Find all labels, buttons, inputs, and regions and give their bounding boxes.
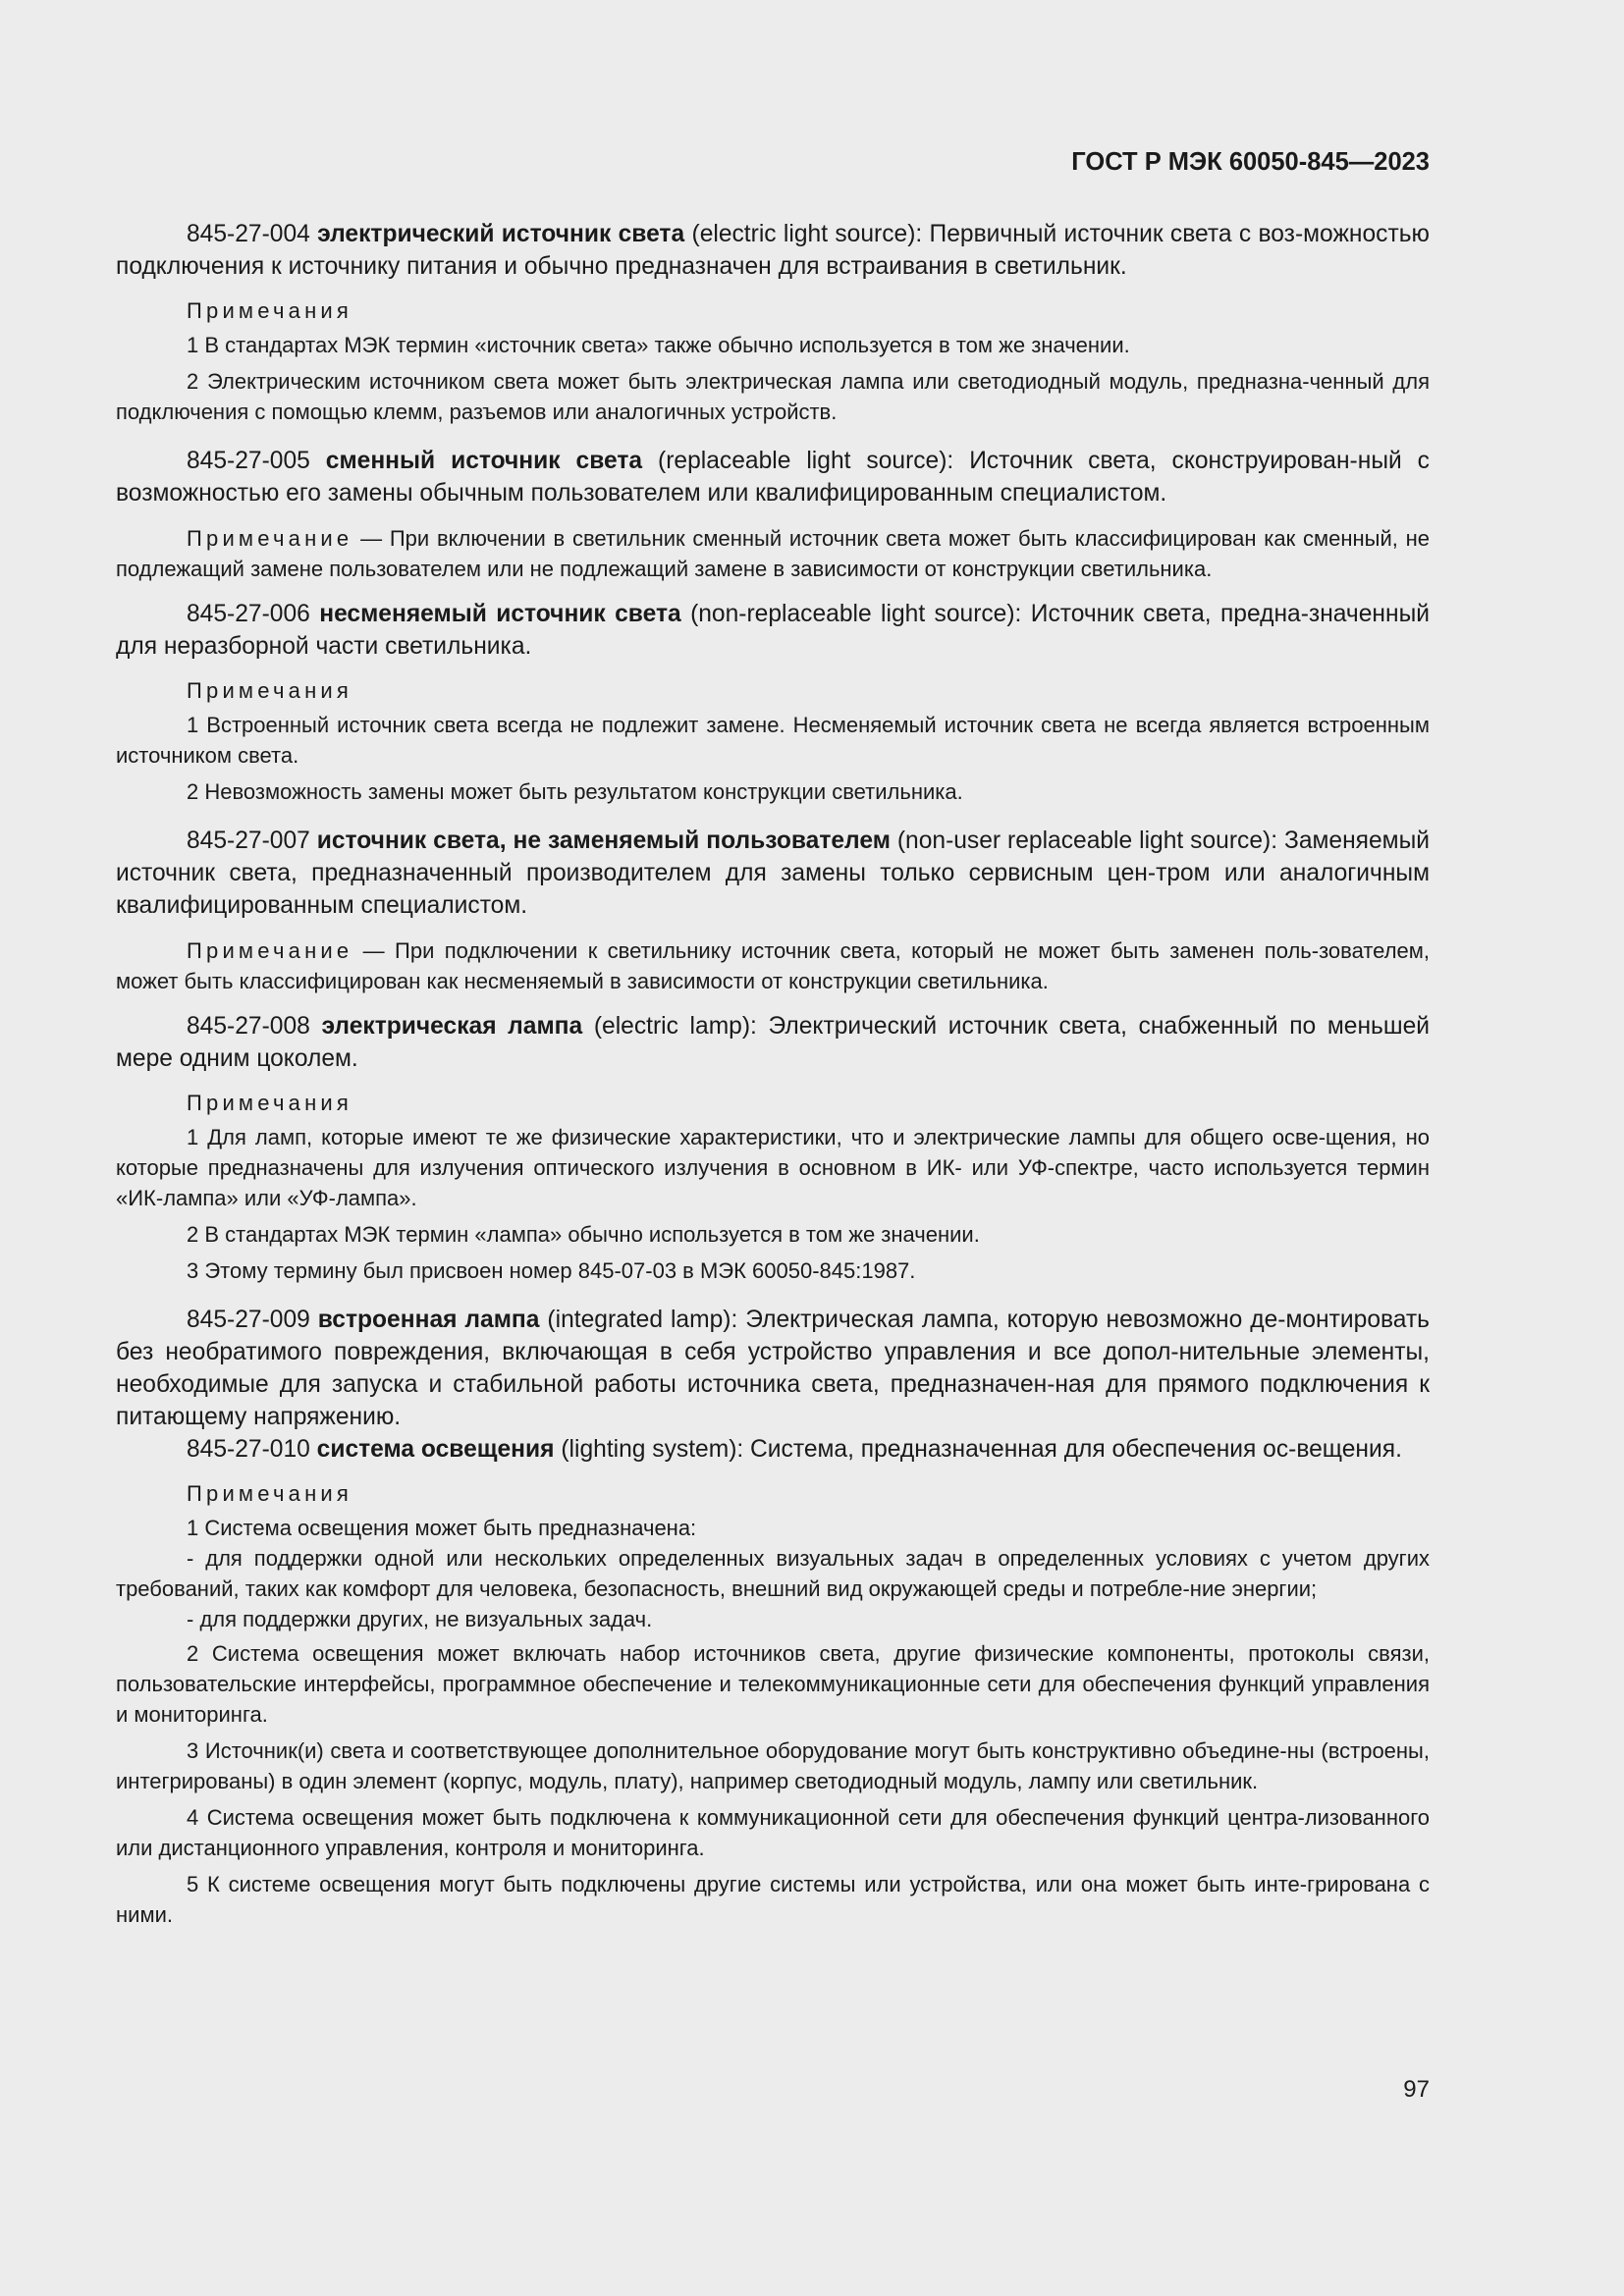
note-item: 3 Источник(и) света и соответствующее дополнительное оборудование могут быть конструктивно объедине-ны (встроены, интегрированы) в один элемент (корпус, модуль, плату), например светодиодный модуль, лампу или светильник.	[116, 1738, 1430, 1793]
term-name: источник света, не заменяемый пользователем	[316, 828, 891, 854]
note-dash-item: - для поддержки одной или нескольких определенных визуальных задач в определенных условиях с учетом других требований, таких как комфорт для человека, безопасность, внешний вид окружающей среды и потребле-ние энергии;	[116, 1546, 1430, 1601]
term-name: электрическая лампа	[321, 1013, 583, 1040]
note-item: 1 Для ламп, которые имеют те же физические характеристики, что и электрические лампы для общего осве-щения, но которые предназначены для излучения оптического излучения в основном в ИК- или УФ-спектре, часто используется термин «ИК-лампа» или «УФ-лампа».	[116, 1125, 1430, 1210]
term-definition: (non-user replaceable light source): Заменяемый источник света, предназначенный производителем для замены только сервисным цен-тром или аналогичным квалифицированным специалистом.	[116, 828, 1430, 919]
term-entry-007	[116, 825, 1430, 922]
term-entry-005	[116, 445, 1430, 509]
document-page	[116, 147, 1430, 1936]
term-definition: (electric lamp): Электрический источник света, снабженный по меньшей мере одним цоколем.	[116, 1013, 1430, 1072]
term-number: 845-27-007	[187, 828, 310, 854]
term-definition: (lighting system): Система, предназначенная для обеспечения ос-вещения.	[554, 1436, 1402, 1463]
note-inline	[116, 935, 1430, 996]
document-header: ГОСТ Р МЭК 60050-845—2023	[1071, 148, 1430, 176]
note-text: — При подключении к светильнику источник света, который не может быть заменен поль-зователем, может быть классифицирован как несменяемый в зависимости от конструкции светильника.	[116, 938, 1430, 993]
note-item: 2 Система освещения может включать набор источников света, другие физические компоненты, протоколы связи, пользовательские интерфейсы, программное обеспечение и телекоммуникационные сети для обеспечения функций управления и мониторинга.	[116, 1641, 1430, 1727]
term-entry-008	[116, 1010, 1430, 1075]
note-label: Примечание	[187, 938, 353, 963]
notes-heading: Примечания	[187, 1481, 353, 1506]
note-item: 2 Электрическим источником света может быть электрическая лампа или светодиодный модуль, предназна-ченный для подключения с помощью клемм, разъемов или аналогичных устройств.	[116, 369, 1430, 424]
term-number: 845-27-009	[187, 1307, 310, 1333]
term-entry-006	[116, 598, 1430, 663]
note-inline	[116, 523, 1430, 584]
term-definition: (electric light source): Первичный источник света с воз-можностью подключения к источнику питания и обычно предназначен для встраивания в светильник.	[116, 221, 1430, 280]
term-number: 845-27-006	[187, 601, 310, 627]
notes-heading: Примечания	[187, 298, 353, 323]
page-number: 97	[1403, 2076, 1430, 2103]
term-definition: (non-replaceable light source): Источник света, предна-значенный для неразборной части светильника.	[116, 601, 1430, 660]
term-definition: (integrated lamp): Электрическая лампа, которую невозможно де-монтировать без необратимого повреждения, включающая в себя устройство управления и все допол-нительные элементы, необходимые для запуска и стабильной работы источника света, предназначен-ная для прямого подключения к питающему напряжению.	[116, 1307, 1430, 1430]
term-entry-009	[116, 1304, 1430, 1433]
term-entry-004	[116, 218, 1430, 283]
term-name: несменяемый источник света	[319, 601, 681, 627]
note-item: 2 В стандартах МЭК термин «лампа» обычно используется в том же значении.	[187, 1222, 980, 1247]
note-text: — При включении в светильник сменный источник света может быть классифицирован как сменный, не подлежащий замене пользователем или не подлежащий замене в зависимости от конструкции светильника.	[116, 526, 1430, 581]
note-label: Примечание	[187, 526, 353, 551]
note-item: 2 Невозможность замены может быть результатом конструкции светильника.	[187, 779, 963, 804]
term-name: система освещения	[316, 1436, 555, 1463]
term-entry-010	[116, 1433, 1430, 1466]
term-definition: (replaceable light source): Источник света, сконструирован-ный с возможностью его замены обычным пользователем или квалифицированным специалистом.	[116, 448, 1430, 507]
note-item: 3 Этому термину был присвоен номер 845-07-03 в МЭК 60050-845:1987.	[187, 1258, 916, 1283]
term-name: встроенная лампа	[317, 1307, 540, 1333]
note-item: 4 Система освещения может быть подключена к коммуникационной сети для обеспечения функций центра-лизованного или дистанционного управления, контроля и мониторинга.	[116, 1805, 1430, 1860]
term-number: 845-27-005	[187, 448, 310, 474]
term-number: 845-27-008	[187, 1013, 310, 1040]
notes-heading: Примечания	[187, 1091, 353, 1115]
note-item: 1 Система освещения может быть предназначена:	[187, 1516, 697, 1540]
term-name: сменный источник света	[325, 448, 643, 474]
note-item: 1 В стандартах МЭК термин «источник света» также обычно используется в том же значении.	[187, 333, 1130, 357]
term-number: 845-27-004	[187, 221, 310, 247]
note-dash-item: - для поддержки других, не визуальных задач.	[187, 1607, 653, 1631]
term-number: 845-27-010	[187, 1436, 310, 1463]
term-name: электрический источник света	[317, 221, 685, 247]
note-item: 1 Встроенный источник света всегда не подлежит замене. Несменяемый источник света не всегда является встроенным источником света.	[116, 713, 1430, 768]
note-item: 5 К системе освещения могут быть подключены другие системы или устройства, или она может быть инте-грирована с ними.	[116, 1872, 1430, 1927]
notes-heading: Примечания	[187, 678, 353, 703]
